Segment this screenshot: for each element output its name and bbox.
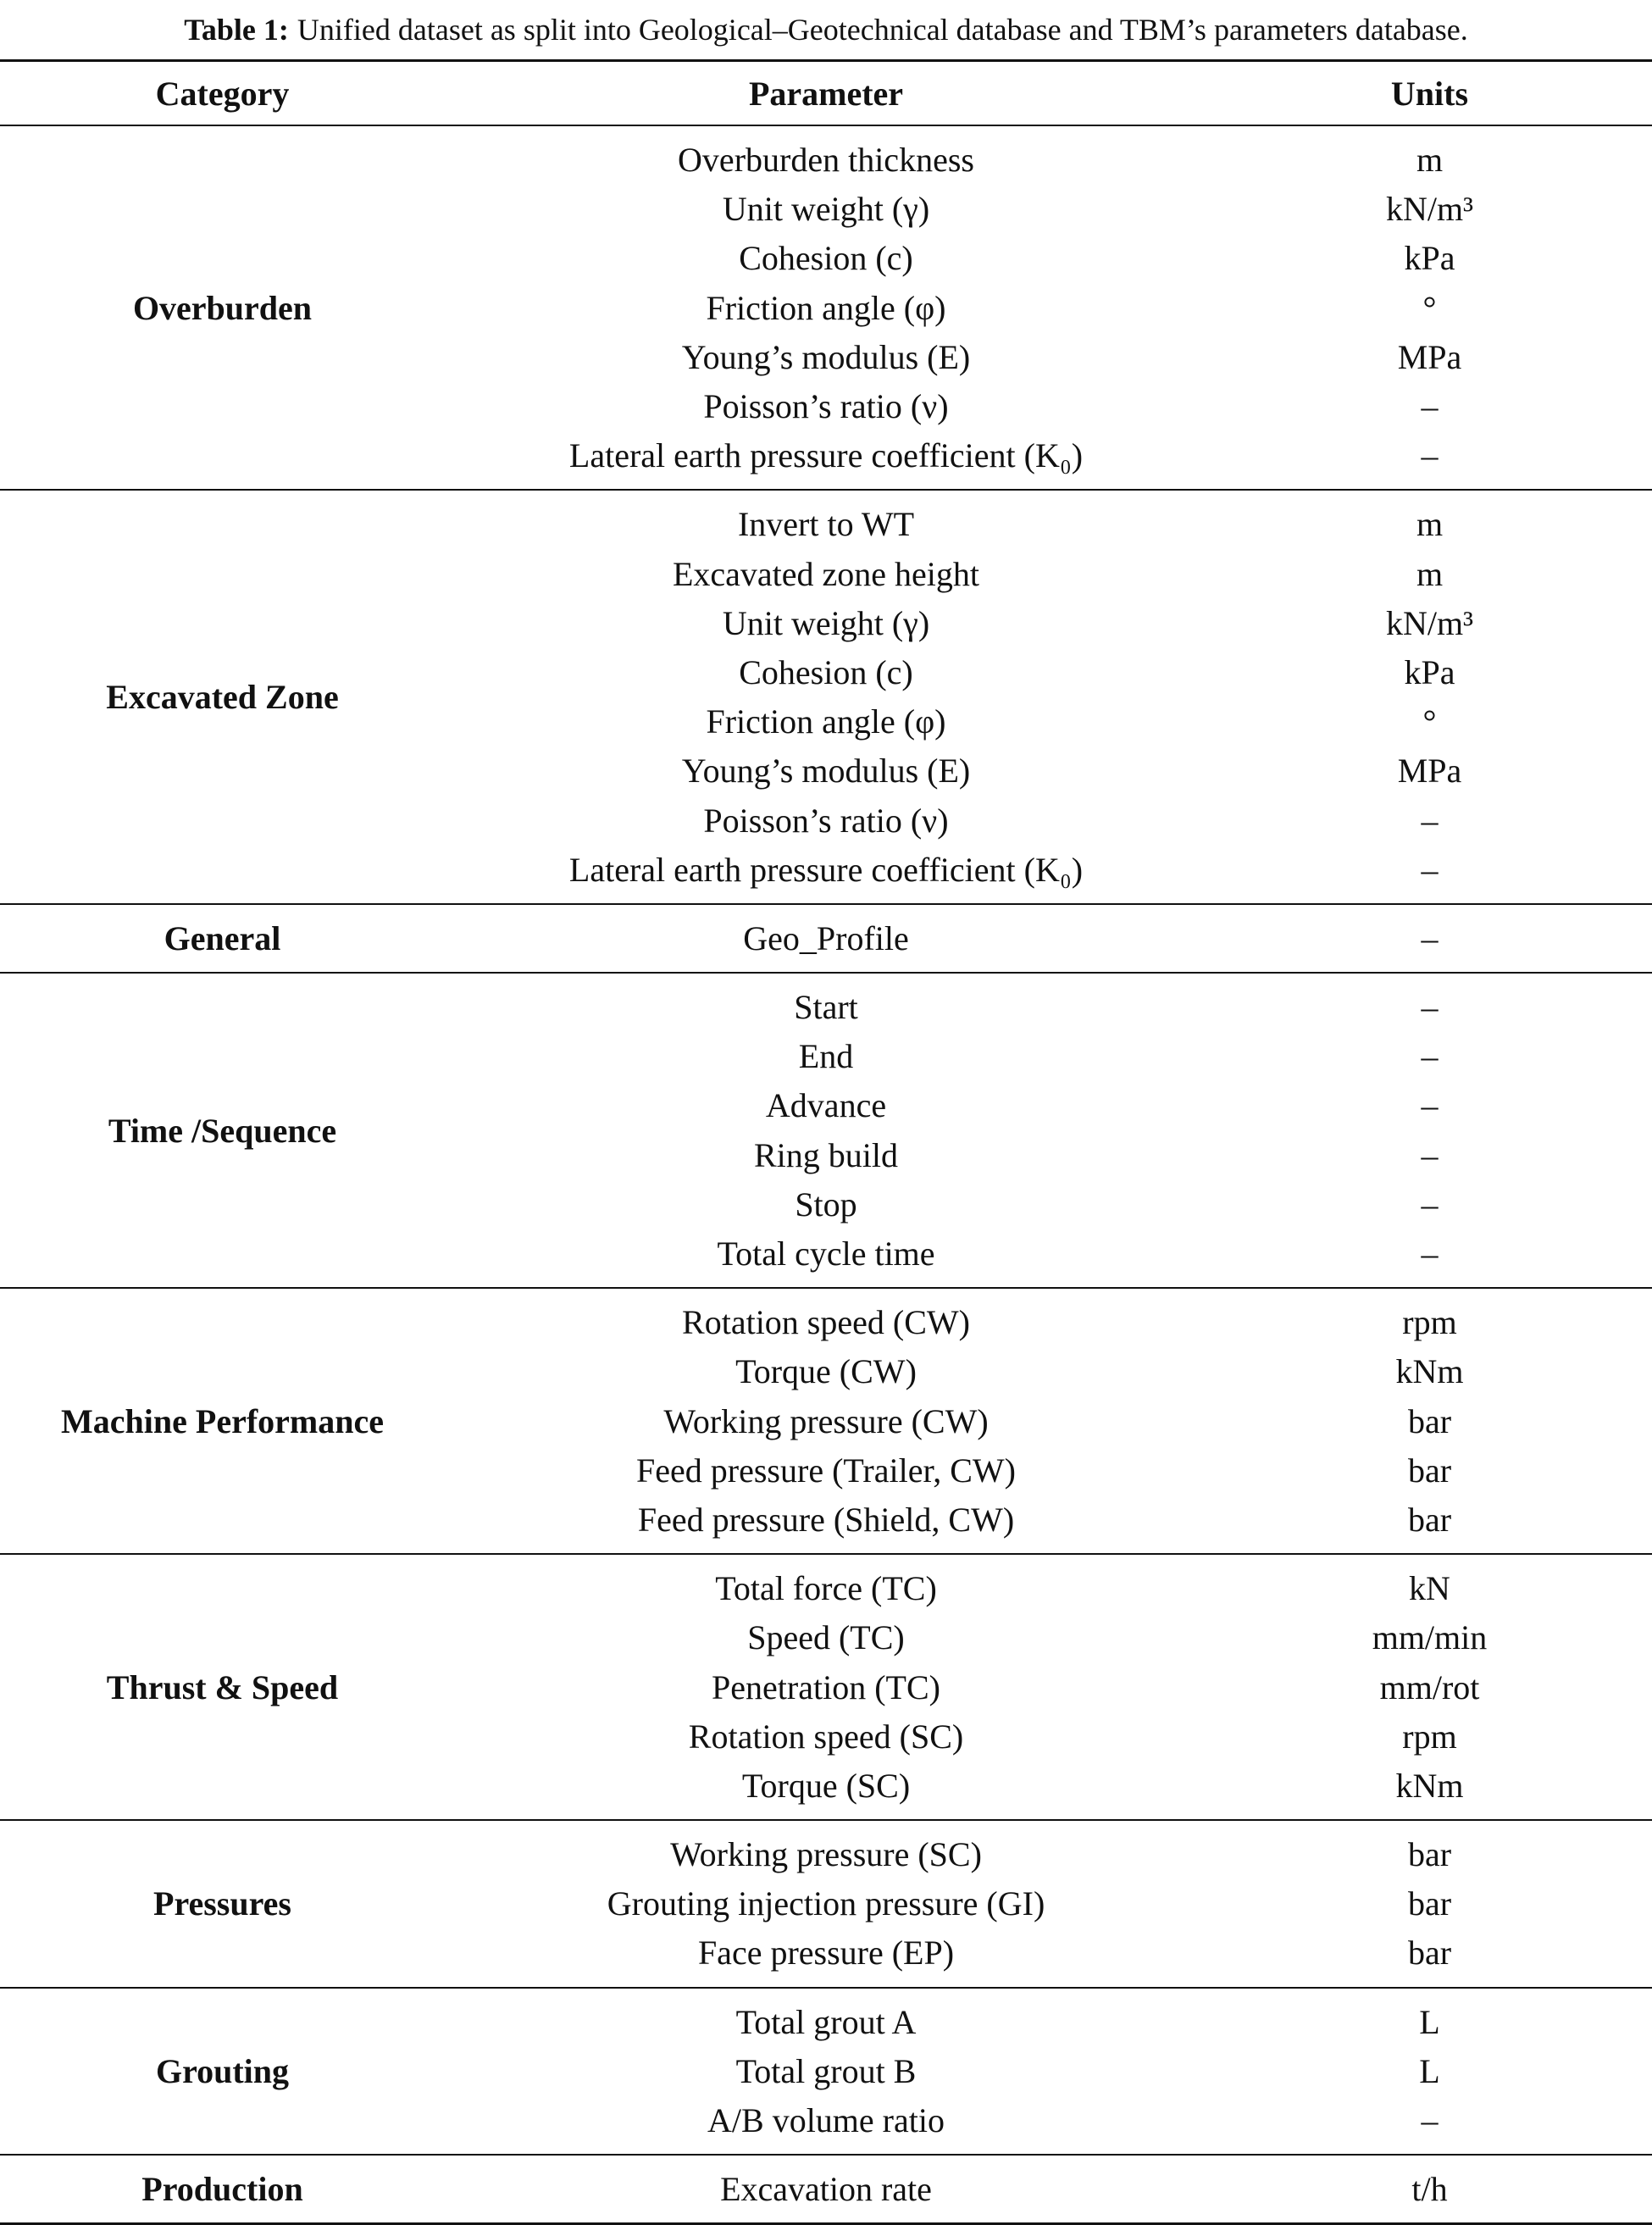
category-group: [0, 491, 1652, 903]
caption-label: Table 1:: [184, 13, 289, 47]
category-label: Overburden: [132, 288, 313, 327]
table-row: [445, 500, 1652, 549]
table-row: [445, 1180, 1652, 1229]
parameter-cell: Geo_Profile: [743, 918, 909, 957]
parameter-cell: Grouting injection pressure (GI): [607, 1884, 1045, 1923]
parameter-cell: Excavated zone height: [672, 554, 980, 593]
table-row: [445, 2047, 1652, 2096]
table-row: [445, 1712, 1652, 1762]
parameter-cell: Lateral earth pressure coefficient (K₀): [568, 850, 1084, 889]
group-rows: [445, 126, 1652, 489]
unit-cell: –: [1421, 801, 1439, 840]
unit-cell: °: [1422, 702, 1437, 741]
group-rows: [445, 974, 1652, 1287]
parameters-table: [0, 59, 1652, 2225]
parameter-cell: Torque (SC): [741, 1766, 911, 1805]
unit-cell: kNm: [1395, 1766, 1464, 1805]
parameter-cell: Working pressure (CW): [663, 1401, 989, 1440]
header-parameter: Parameter: [748, 74, 904, 113]
parameter-cell: Speed (TC): [747, 1618, 905, 1657]
parameter-cell: Friction angle (φ): [706, 702, 946, 741]
parameter-cell: Penetration (TC): [712, 1667, 940, 1706]
unit-cell: bar: [1407, 1835, 1452, 1874]
parameter-cell: Cohesion (c): [739, 239, 913, 278]
unit-cell: bar: [1407, 1884, 1452, 1923]
category-label: Production: [141, 2170, 303, 2209]
unit-cell: –: [1421, 2101, 1439, 2140]
parameter-cell: Rotation speed (CW): [682, 1303, 970, 1342]
table-row: [445, 382, 1652, 431]
header-units: Units: [1390, 74, 1469, 113]
unit-cell: L: [1419, 2051, 1440, 2090]
table-body: [0, 126, 1652, 2225]
table-row: [445, 1830, 1652, 1879]
group-rows: [445, 905, 1652, 972]
table-row: [445, 1613, 1652, 1662]
category-label: Grouting: [155, 2051, 290, 2090]
group-rows: [445, 491, 1652, 903]
category-group: [0, 905, 1652, 972]
unit-cell: t/h: [1411, 2170, 1448, 2209]
table-header: [0, 62, 1652, 125]
category-label: Excavated Zone: [106, 678, 339, 717]
table-row: [445, 234, 1652, 283]
unit-cell: m: [1416, 505, 1444, 544]
group-rows: [445, 1821, 1652, 1987]
unit-cell: bar: [1407, 1500, 1452, 1539]
unit-cell: –: [1421, 850, 1439, 889]
table-row: [445, 1081, 1652, 1130]
unit-cell: –: [1421, 1135, 1439, 1174]
parameter-cell: Cohesion (c): [739, 652, 913, 691]
table-row: [445, 983, 1652, 1032]
unit-cell: MPa: [1397, 752, 1462, 791]
table-row: [445, 1131, 1652, 1180]
unit-cell: –: [1421, 918, 1439, 957]
unit-cell: mm/rot: [1379, 1667, 1480, 1706]
category-group: [0, 1821, 1652, 1987]
parameter-cell: Total force (TC): [715, 1569, 937, 1608]
table-row: [445, 1928, 1652, 1978]
unit-cell: kPa: [1404, 652, 1455, 691]
category-label: Time /Sequence: [108, 1111, 337, 1150]
table-row: [445, 185, 1652, 234]
category-group: [0, 1989, 1652, 2155]
table-row: [445, 648, 1652, 697]
table-caption: [0, 0, 1652, 59]
table-row: [445, 697, 1652, 746]
parameter-cell: Rotation speed (SC): [688, 1717, 964, 1756]
table-row: [445, 2096, 1652, 2145]
parameter-cell: Total grout A: [735, 2002, 917, 2041]
parameter-cell: Poisson’s ratio (ν): [703, 387, 949, 426]
parameter-cell: Unit weight (γ): [722, 603, 930, 642]
parameter-cell: Unit weight (γ): [722, 190, 930, 229]
category-group: [0, 2156, 1652, 2222]
table-row: [445, 1998, 1652, 2047]
table-row: [445, 1032, 1652, 1081]
group-rows: [445, 1989, 1652, 2155]
table-row: [445, 746, 1652, 796]
parameter-cell: Feed pressure (Shield, CW): [637, 1500, 1015, 1539]
table-row: [445, 1446, 1652, 1495]
parameter-cell: Total grout B: [735, 2051, 917, 2090]
table-row: [445, 1879, 1652, 1928]
parameter-cell: Poisson’s ratio (ν): [703, 801, 949, 840]
parameter-cell: Overburden thickness: [678, 141, 974, 180]
unit-cell: kNm: [1395, 1352, 1464, 1391]
table-row: [445, 284, 1652, 333]
table-row: [445, 796, 1652, 845]
parameter-cell: Torque (CW): [735, 1352, 917, 1391]
parameter-cell: Total cycle time: [717, 1235, 935, 1273]
parameter-cell: Ring build: [753, 1135, 899, 1174]
table-row: [445, 1347, 1652, 1396]
category-group: [0, 1289, 1652, 1553]
unit-cell: MPa: [1397, 337, 1462, 376]
unit-cell: kPa: [1404, 239, 1455, 278]
unit-cell: –: [1421, 1086, 1439, 1125]
parameter-cell: Friction angle (φ): [706, 288, 946, 327]
category-group: [0, 974, 1652, 1287]
table-row: [445, 1397, 1652, 1446]
table-row: [445, 599, 1652, 648]
unit-cell: rpm: [1402, 1717, 1457, 1756]
parameter-cell: Start: [794, 988, 858, 1027]
unit-cell: bar: [1407, 1451, 1452, 1490]
table-row: [445, 914, 1652, 963]
category-label: Pressures: [153, 1884, 291, 1923]
category-label: Thrust & Speed: [106, 1667, 339, 1706]
unit-cell: bar: [1407, 1401, 1452, 1440]
unit-cell: kN/m³: [1385, 603, 1474, 642]
category-label: Machine Performance: [61, 1401, 384, 1440]
parameter-cell: Feed pressure (Trailer, CW): [636, 1451, 1016, 1490]
table-row: [445, 136, 1652, 185]
parameter-cell: Lateral earth pressure coefficient (K₀): [568, 436, 1084, 475]
unit-cell: –: [1421, 1235, 1439, 1273]
table-row: [445, 2165, 1652, 2214]
parameter-cell: Young’s modulus (E): [681, 337, 971, 376]
table-row: [445, 1662, 1652, 1712]
unit-cell: rpm: [1402, 1303, 1457, 1342]
table-row: [445, 1298, 1652, 1347]
table-row: [445, 431, 1652, 480]
parameter-cell: Working pressure (SC): [670, 1835, 982, 1874]
unit-cell: kN/m³: [1385, 190, 1474, 229]
parameter-cell: Advance: [765, 1086, 887, 1125]
unit-cell: –: [1421, 387, 1439, 426]
table-row: [445, 1564, 1652, 1613]
table-row: [445, 1762, 1652, 1811]
unit-cell: –: [1421, 436, 1439, 475]
unit-cell: m: [1416, 141, 1444, 180]
unit-cell: °: [1422, 288, 1437, 327]
unit-cell: kN: [1409, 1569, 1450, 1608]
table-row: [445, 333, 1652, 382]
group-rows: [445, 2156, 1652, 2222]
unit-cell: mm/min: [1372, 1618, 1488, 1657]
parameter-cell: End: [798, 1037, 854, 1076]
caption-text: Unified dataset as split into Geological–Geotechnical database and TBM’s parameters database.: [297, 13, 1468, 47]
group-rows: [445, 1289, 1652, 1553]
parameter-cell: Excavation rate: [720, 2170, 932, 2209]
parameter-cell: A/B volume ratio: [707, 2101, 945, 2140]
group-rows: [445, 1555, 1652, 1819]
category-label: General: [164, 918, 281, 957]
parameter-cell: Stop: [795, 1185, 857, 1223]
category-group: [0, 126, 1652, 489]
unit-cell: L: [1419, 2002, 1440, 2041]
table-row: [445, 846, 1652, 895]
table-row: [445, 550, 1652, 599]
table-row: [445, 1229, 1652, 1279]
parameter-cell: Young’s modulus (E): [681, 752, 971, 791]
unit-cell: –: [1421, 1185, 1439, 1223]
table-row: [445, 1495, 1652, 1545]
category-group: [0, 1555, 1652, 1819]
unit-cell: m: [1416, 554, 1444, 593]
unit-cell: bar: [1407, 1934, 1452, 1973]
unit-cell: –: [1421, 988, 1439, 1027]
unit-cell: –: [1421, 1037, 1439, 1076]
parameter-cell: Invert to WT: [737, 505, 915, 544]
parameter-cell: Face pressure (EP): [697, 1934, 955, 1973]
header-category: Category: [155, 74, 290, 113]
